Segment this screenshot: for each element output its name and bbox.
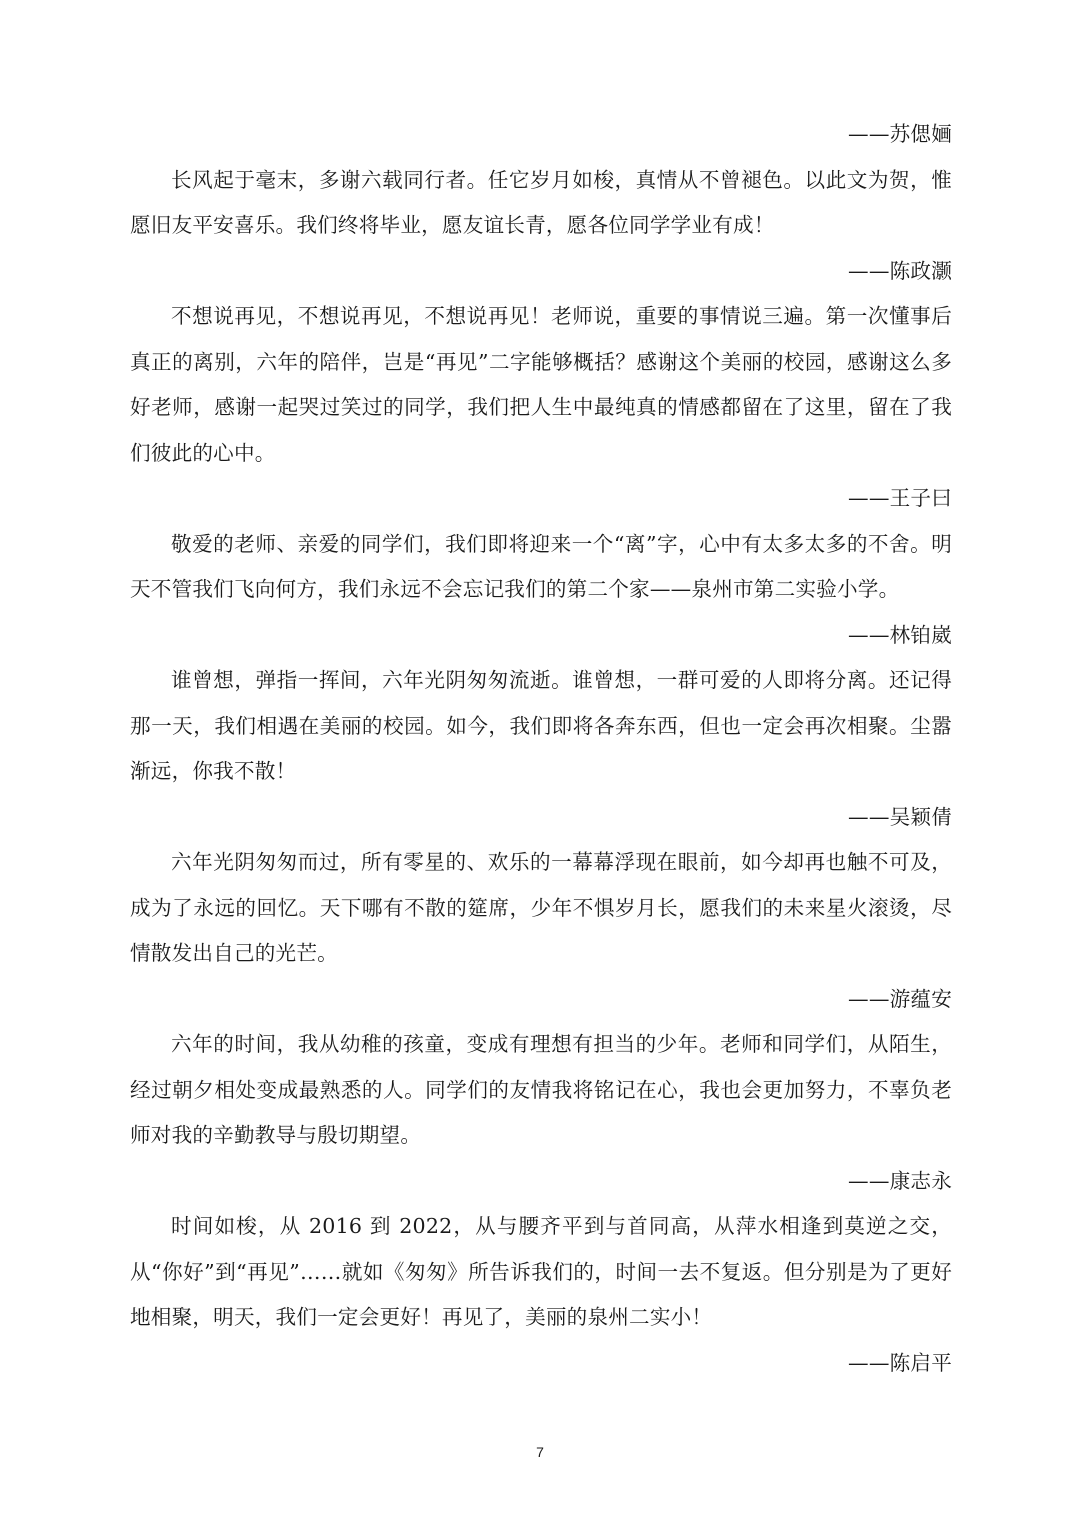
signature: ——林铂崴 — [848, 622, 952, 647]
signature: ——陈政灏 — [848, 258, 952, 283]
paragraph: 时间如梭，从 2016 到 2022，从与腰齐平到与首同高，从萍水相逢到莫逆之交，从“你好”到“再见”……就如《匆匆》所告诉我们的，时间一去不复返。但分别是为了更好地相聚，明天，我们一定会更好！再见了，美丽的泉州二实小！ — [130, 1214, 952, 1329]
paragraph: 长风起于毫末，多谢六载同行者。任它岁月如梭，真情从不曾褪色。以此文为贺，惟愿旧友平安喜乐。我们终将毕业，愿友谊长青，愿各位同学学业有成！ — [130, 167, 952, 237]
document-body — [130, 112, 952, 1386]
signature: ——王子曰 — [848, 486, 952, 510]
signature: ——吴颖倩 — [848, 804, 952, 829]
paragraph: 谁曾想，弹指一挥间，六年光阴匆匆流逝。谁曾想，一群可爱的人即将分离。还记得那一天，我们相遇在美丽的校园。如今，我们即将各奔东西，但也一定会再次相聚。尘嚣渐远，你我不散！ — [130, 668, 952, 783]
signature: ——苏偲婳 — [848, 122, 952, 146]
signature: ——康志永 — [848, 1168, 952, 1193]
paragraph: 六年光阴匆匆而过，所有零星的、欢乐的一幕幕浮现在眼前，如今却再也触不可及，成为了永远的回忆。天下哪有不散的筵席，少年不惧岁月长，愿我们的未来星火滚烫，尽情散发出自己的光芒。 — [130, 850, 952, 965]
paragraph: 六年的时间，我从幼稚的孩童，变成有理想有担当的少年。老师和同学们，从陌生，经过朝夕相处变成最熟悉的人。同学们的友情我将铭记在心，我也会更加努力，不辜负老师对我的辛勤教导与殷切期望。 — [130, 1032, 952, 1147]
paragraph: 敬爱的老师、亲爱的同学们，我们即将迎来一个“离”字，心中有太多太多的不舍。明天不管我们飞向何方，我们永远不会忘记我们的第二个家——泉州市第二实验小学。 — [130, 531, 952, 601]
signature: ——游蕴安 — [848, 986, 952, 1011]
paragraph: 不想说再见，不想说再见，不想说再见！老师说，重要的事情说三遍。第一次懂事后真正的离别，六年的陪伴，岂是“再见”二字能够概括？感谢这个美丽的校园，感谢这么多好老师，感谢一起哭过笑过的同学，我们把人生中最纯真的情感都留在了这里，留在了我们彼此的心中。 — [130, 304, 952, 465]
signature: ——陈启平 — [848, 1350, 952, 1375]
page-number: 7 — [536, 1444, 544, 1460]
